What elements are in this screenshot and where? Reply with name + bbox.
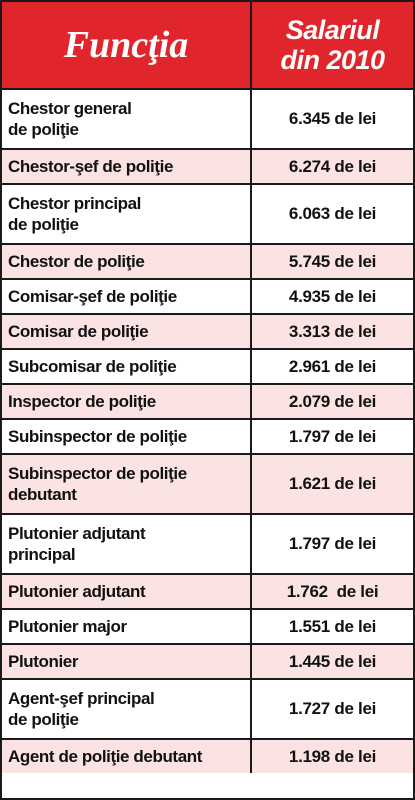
table-row bbox=[2, 680, 413, 740]
salary-cell: 6.063 de lei bbox=[250, 185, 413, 243]
function-cell-line: Inspector de poliţie bbox=[8, 392, 156, 411]
function-cell-line: de poliţie bbox=[8, 710, 79, 729]
table-row bbox=[2, 350, 413, 385]
function-cell bbox=[2, 610, 250, 643]
function-cell bbox=[2, 420, 250, 453]
function-cell-line: Plutonier adjutant bbox=[8, 582, 146, 601]
function-cell bbox=[2, 455, 250, 513]
function-cell-line: Subinspector de poliţie bbox=[8, 427, 187, 446]
salary-cell: 1.198 de lei bbox=[250, 740, 413, 773]
table-row bbox=[2, 185, 413, 245]
function-cell-line: Chestor principal bbox=[8, 194, 142, 213]
salary-cell: 1.797 de lei bbox=[250, 420, 413, 453]
salary-cell: 6.274 de lei bbox=[250, 150, 413, 183]
function-cell bbox=[2, 385, 250, 418]
table-row bbox=[2, 740, 413, 773]
table-row bbox=[2, 610, 413, 645]
function-cell-line: Chestor de poliţie bbox=[8, 252, 145, 271]
table-row bbox=[2, 280, 413, 315]
salary-cell: 1.621 de lei bbox=[250, 455, 413, 513]
function-cell-line: Plutonier major bbox=[8, 617, 127, 636]
function-cell bbox=[2, 740, 250, 773]
salary-cell: 5.745 de lei bbox=[250, 245, 413, 278]
table-row bbox=[2, 150, 413, 185]
function-cell bbox=[2, 575, 250, 608]
function-cell-line: Chestor general bbox=[8, 99, 132, 118]
table-row bbox=[2, 420, 413, 455]
table-row bbox=[2, 245, 413, 280]
function-cell bbox=[2, 315, 250, 348]
function-column-header: Funcţia bbox=[63, 24, 189, 66]
table-row bbox=[2, 515, 413, 575]
function-cell-line: de poliţie bbox=[8, 120, 79, 139]
salary-cell: 1.551 de lei bbox=[250, 610, 413, 643]
salary-cell: 6.345 de lei bbox=[250, 90, 413, 148]
function-cell-line: Plutonier adjutant bbox=[8, 524, 146, 543]
salary-cell: 3.313 de lei bbox=[250, 315, 413, 348]
function-cell-line: principal bbox=[8, 545, 76, 564]
function-cell-line: Comisar-şef de poliţie bbox=[8, 287, 177, 306]
table-row bbox=[2, 575, 413, 610]
function-cell bbox=[2, 280, 250, 313]
table-header bbox=[2, 2, 413, 90]
function-cell bbox=[2, 515, 250, 573]
function-cell-line: Subinspector de poliţie bbox=[8, 464, 187, 483]
salary-cell: 2.079 de lei bbox=[250, 385, 413, 418]
function-cell bbox=[2, 90, 250, 148]
function-cell bbox=[2, 185, 250, 243]
function-cell-line: Comisar de poliţie bbox=[8, 322, 149, 341]
salary-header-line2: din 2010 bbox=[280, 45, 385, 75]
table-row bbox=[2, 315, 413, 350]
salary-cell: 2.961 de lei bbox=[250, 350, 413, 383]
function-cell-line: debutant bbox=[8, 485, 77, 504]
table-row bbox=[2, 455, 413, 515]
table-row bbox=[2, 385, 413, 420]
table-row bbox=[2, 645, 413, 680]
function-cell bbox=[2, 150, 250, 183]
salary-column-header bbox=[250, 2, 413, 88]
table-body bbox=[2, 90, 413, 773]
function-cell-line: Agent-şef principal bbox=[8, 689, 155, 708]
function-cell-line: Chestor-şef de poliţie bbox=[8, 157, 174, 176]
salary-cell: 1.445 de lei bbox=[250, 645, 413, 678]
function-cell-line: de poliţie bbox=[8, 215, 79, 234]
salary-cell: 4.935 de lei bbox=[250, 280, 413, 313]
salary-cell: 1.762 de lei bbox=[250, 575, 413, 608]
function-cell-line: Agent de poliţie debutant bbox=[8, 747, 202, 766]
salary-header-line1: Salariul bbox=[285, 15, 380, 45]
function-cell-line: Plutonier bbox=[8, 652, 79, 671]
function-cell bbox=[2, 350, 250, 383]
function-cell bbox=[2, 245, 250, 278]
function-cell-line: Subcomisar de poliţie bbox=[8, 357, 177, 376]
function-cell bbox=[2, 680, 250, 738]
salary-cell: 1.797 de lei bbox=[250, 515, 413, 573]
table-row bbox=[2, 90, 413, 150]
function-cell bbox=[2, 645, 250, 678]
salary-cell: 1.727 de lei bbox=[250, 680, 413, 738]
